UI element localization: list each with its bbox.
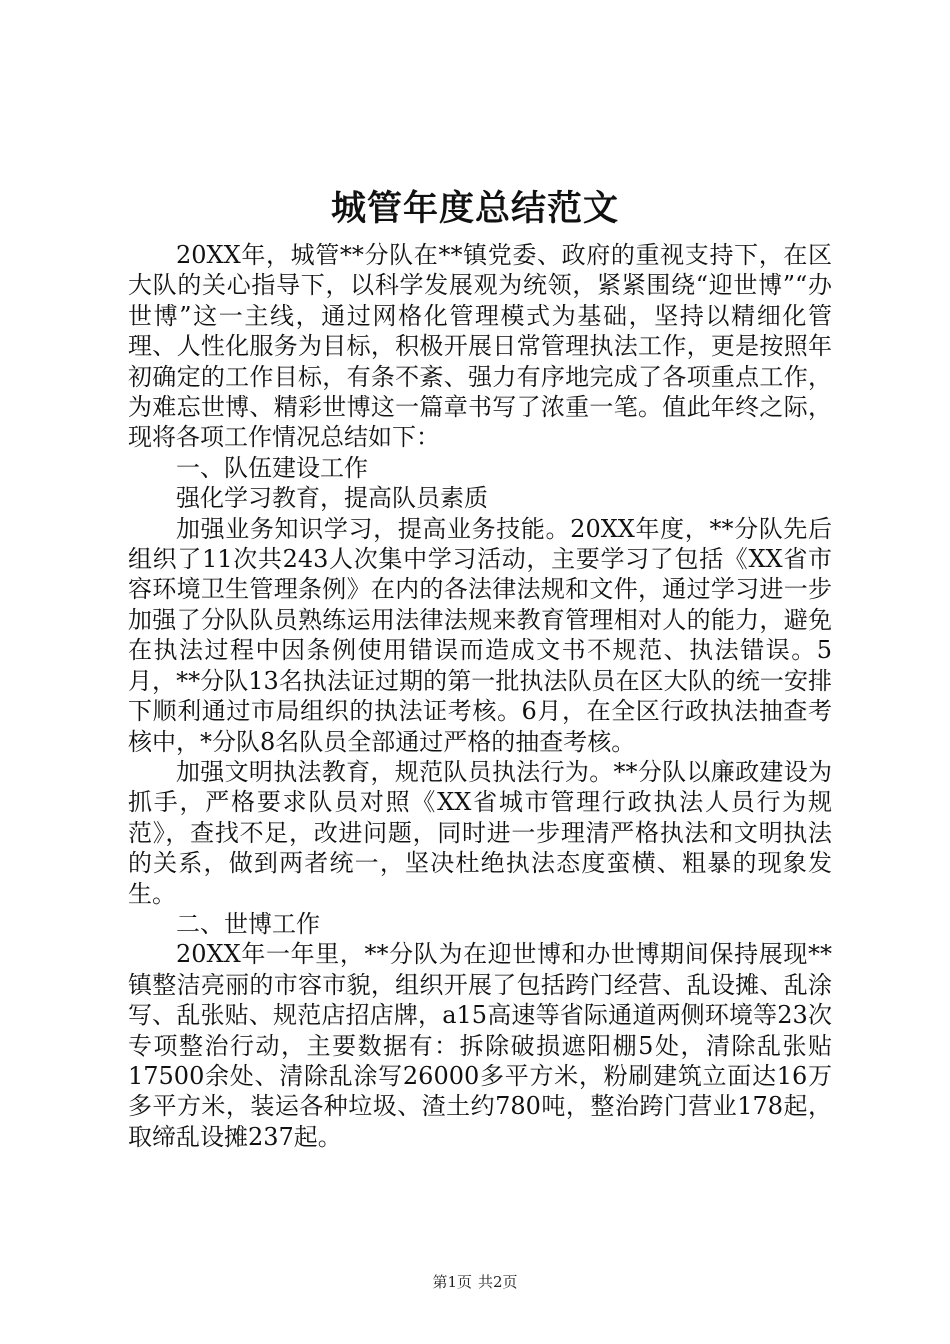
paragraph-civil-enforcement: 加强文明执法教育，规范队员执法行为。**分队以廉政建设为抓手，严格要求队员对照《XX省城市管理行政执法人员行为规范》，查找不足，改进问题，同时进一步理清严格执法和文明执法的关系，做到两者统一，坚决杜绝执法态度蛮横、粗暴的现象发生。 <box>128 757 832 908</box>
paragraph-intro: 20XX年，城管**分队在**镇党委、政府的重视支持下，在区大队的关心指导下，以科学发展观为统领，紧紧围绕“迎世博”“办世博”这一主线，通过网格化管理模式为基础，坚持以精细化管理、人性化服务为目标，积极开展日常管理执法工作，更是按照年初确定的工作目标，有条不紊、强力有序地完成了各项重点工作，为难忘世博、精彩世博这一篇章书写了浓重一笔。值此年终之际，现将各项工作情况总结如下： <box>128 241 832 452</box>
page-number: 第1页 <box>432 1273 472 1291</box>
section-heading-team-building: 一、队伍建设工作 <box>176 453 368 482</box>
paragraph-business-study: 加强业务知识学习，提高业务技能。20XX年度，**分队先后组织了11次共243人次集中学习活动，主要学习了包括《XX省市容环境卫生管理条例》在内的各法律法规和文件，通过学习进一步加强了分队队员熟练运用法律法规来教育管理相对人的能力，避免在执法过程中因条例使用错误而造成文书不规范、执法错误。5月，**分队13名执法证过期的第一批执法队员在区大队的统一安排下顺利通过市局组织的执法证考核。6月，在全区行政执法抽查考核中，*分队8名队员全部通过严格的抽查考核。 <box>128 514 832 756</box>
subheading-study-education: 强化学习教育，提高队员素质 <box>176 484 488 513</box>
section-heading-expo-work: 二、世博工作 <box>176 909 320 938</box>
page-total: 共2页 <box>478 1273 518 1291</box>
page-footer <box>0 1272 950 1292</box>
document-body <box>128 240 832 1152</box>
document-title: 城管年度总结范文 <box>330 188 619 229</box>
paragraph-expo-work: 20XX年一年里，**分队为在迎世博和办世博期间保持展现**镇整洁亮丽的市容市貌，组织开展了包括跨门经营、乱设摊、乱涂写、乱张贴、规范店招店牌，a15高速等省际通道两侧环境等23次专项整治行动，主要数据有：拆除破损遮阳棚5处，清除乱张贴17500余处、清除乱涂写26000多平方米，粉刷建筑立面达16万多平方米，装运各种垃圾、渣土约780吨，整治跨门营业178起，取缔乱设摊237起。 <box>128 940 832 1151</box>
